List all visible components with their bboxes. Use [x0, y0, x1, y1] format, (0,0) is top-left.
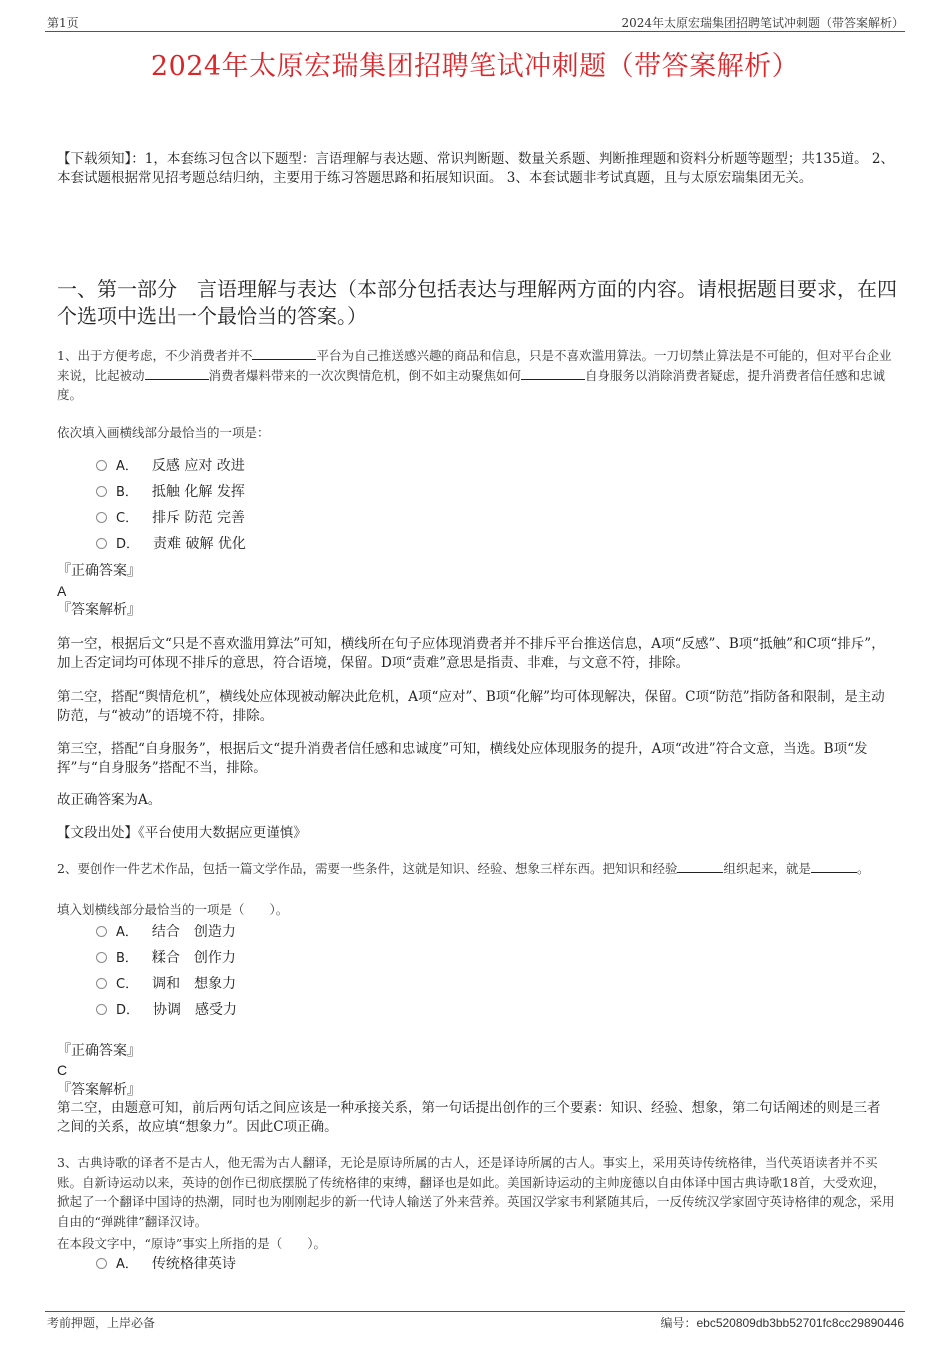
- q1-analysis-1: 第一空，根据后文“只是不喜欢滥用算法”可知，横线所在句子应体现消费者并不排斥平台推送信息，A项“反感”、B项“抵触”和C项“排斥”，加上否定词均可体现不排斥的意思，符合语境，保留。D项“责难”意思是指责、非难，与文意不符，排除。: [57, 636, 885, 671]
- radio-icon[interactable]: [96, 1004, 107, 1015]
- q1-blank-1: [252, 347, 316, 360]
- radio-icon[interactable]: [96, 538, 107, 549]
- header-divider: [45, 31, 905, 32]
- q2-text-b: 组织起来，就是: [723, 861, 811, 876]
- q2-option-d[interactable]: D． 协调 感受力: [96, 999, 237, 1021]
- q1-option-c[interactable]: C． 排斥 防范 完善: [96, 507, 245, 529]
- q1-analysis-4: 故正确答案为A。: [57, 792, 162, 808]
- q1-answer: A: [57, 583, 67, 599]
- q1-analysis-3: 第三空，搭配“自身服务”，根据后文“提升消费者信任感和忠诚度”可知，横线处应体现服务的提升，A项“改进”符合文意，当选。B项“发挥”与“自身服务”搭配不当，排除。: [57, 741, 868, 776]
- page-number: 第1页: [47, 16, 79, 30]
- footer-divider: [45, 1311, 905, 1312]
- question-1-stem: [57, 346, 897, 405]
- q1-option-a[interactable]: A． 反感 应对 改进: [96, 455, 245, 477]
- q2-text-a: 2、要创作一件艺术作品，包括一篇文学作品，需要一些条件，这就是知识、经验、想象三样东西。把知识和经验: [57, 861, 678, 876]
- question-2-prompt: 填入划横线部分最恰当的一项是（ ）。: [57, 902, 289, 917]
- running-title: 2024年太原宏瑞集团招聘笔试冲刺题（带答案解析）: [621, 16, 904, 30]
- q1-option-d[interactable]: D． 责难 破解 优化: [96, 533, 246, 555]
- q2-blank-1: [677, 860, 723, 873]
- q1-text-d: 自身服务以消除消费者疑虑，提升消费者信任感和忠诚度。: [57, 367, 886, 402]
- q2-answer: C: [57, 1062, 68, 1078]
- q1-text-a: 1、出于方便考虑，不少消费者并不: [57, 348, 253, 363]
- q1-analysis-label: 『答案解析』: [57, 602, 141, 618]
- q2-option-b[interactable]: B． 糅合 创作力: [96, 947, 236, 969]
- radio-icon[interactable]: [96, 460, 107, 471]
- q2-text-c: 。: [856, 861, 870, 876]
- q2-answer-label: 『正确答案』: [57, 1043, 141, 1059]
- q2-option-a[interactable]: A． 结合 创造力: [96, 921, 236, 943]
- q2-option-c[interactable]: C． 调和 想象力: [96, 973, 236, 995]
- radio-icon[interactable]: [96, 952, 107, 963]
- radio-icon[interactable]: [96, 512, 107, 523]
- q1-text-c: 消费者爆料带来的一次次舆情危机，倒不如主动聚焦如何: [208, 367, 522, 383]
- question-2-stem: [57, 859, 897, 879]
- question-1-prompt: 依次填入画横线部分最恰当的一项是：: [57, 425, 270, 440]
- download-notice: 【下载须知】：1，本套练习包含以下题型：言语理解与表达题、常识判断题、数量关系题、判断推理题和资料分析题等题型；共135道。 2、本套试题根据常见招考题总结归纳，主要用于练习答题思路和拓展知识面。 3、本套试题非考试真题，且与太原宏瑞集团无关。: [57, 151, 894, 186]
- radio-icon[interactable]: [96, 926, 107, 937]
- q2-blank-2: [811, 860, 857, 873]
- q2-analysis: 第二空，由题意可知，前后两句话之间应该是一种承接关系，第一句话提出创作的三个要素：知识、经验、想象，第二句话阐述的则是三者之间的关系，故应填“想象力”。因此C项正确。: [57, 1100, 881, 1135]
- question-3-stem: 3、古典诗歌的译者不是古人，他无需为古人翻译，无论是原诗所属的古人，还是译诗所属的古人。事实上，采用英诗传统格律，当代英语读者并不买账。自新诗运动以来，英诗的创作已彻底摆脱了传统格律的束缚，翻译也是如此。美国新诗运动的主帅庞德以自由体译中国古典诗歌18首，大受欢迎，掀起了一个翻译中国诗的热潮，同时也为刚刚起步的新一代诗人输送了外来营养。英国汉学家韦利紧随其后，一反传统汉学家固守英诗格律的观念，采用自由的“弹跳律”翻译汉诗。: [57, 1155, 895, 1229]
- page-title: 2024年太原宏瑞集团招聘笔试冲刺题（带答案解析）: [150, 51, 800, 82]
- footer-serial: 编号：ebc520809db3bb52701fc8cc29890446: [660, 1316, 904, 1330]
- radio-icon[interactable]: [96, 978, 107, 989]
- q1-analysis-2: 第二空，搭配“舆情危机”，横线处应体现被动解决此危机，A项“应对”、B项“化解”均可体现解决，保留。C项“防范”指防备和限制，是主动防范，与“被动”的语境不符，排除。: [57, 689, 885, 724]
- q1-source: 【文段出处】《平台使用大数据应更谨慎》: [57, 825, 307, 841]
- q3-option-a[interactable]: A． 传统格律英诗: [96, 1253, 236, 1275]
- radio-icon[interactable]: [96, 1258, 107, 1269]
- radio-icon[interactable]: [96, 486, 107, 497]
- q1-option-b[interactable]: B． 抵触 化解 发挥: [96, 481, 245, 503]
- q1-answer-label: 『正确答案』: [57, 563, 141, 579]
- q1-blank-2: [145, 367, 209, 380]
- q2-analysis-label: 『答案解析』: [57, 1082, 141, 1098]
- section-heading: 一、第一部分 言语理解与表达（本部分包括表达与理解两方面的内容。请根据题目要求，在四个选项中选出一个最恰当的答案。）: [57, 277, 897, 328]
- footer-slogan: 考前押题，上岸必备: [47, 1316, 156, 1330]
- question-3-prompt: 在本段文字中，“原诗”事实上所指的是（ ）。: [57, 1236, 327, 1251]
- q1-blank-3: [521, 367, 585, 380]
- q1-text-b: 平台为自己推送感兴趣的商品和信息，只是不喜欢滥用算法。一刀切禁止算法是不可能的，但对平台企业来说，比起被动: [57, 348, 892, 383]
